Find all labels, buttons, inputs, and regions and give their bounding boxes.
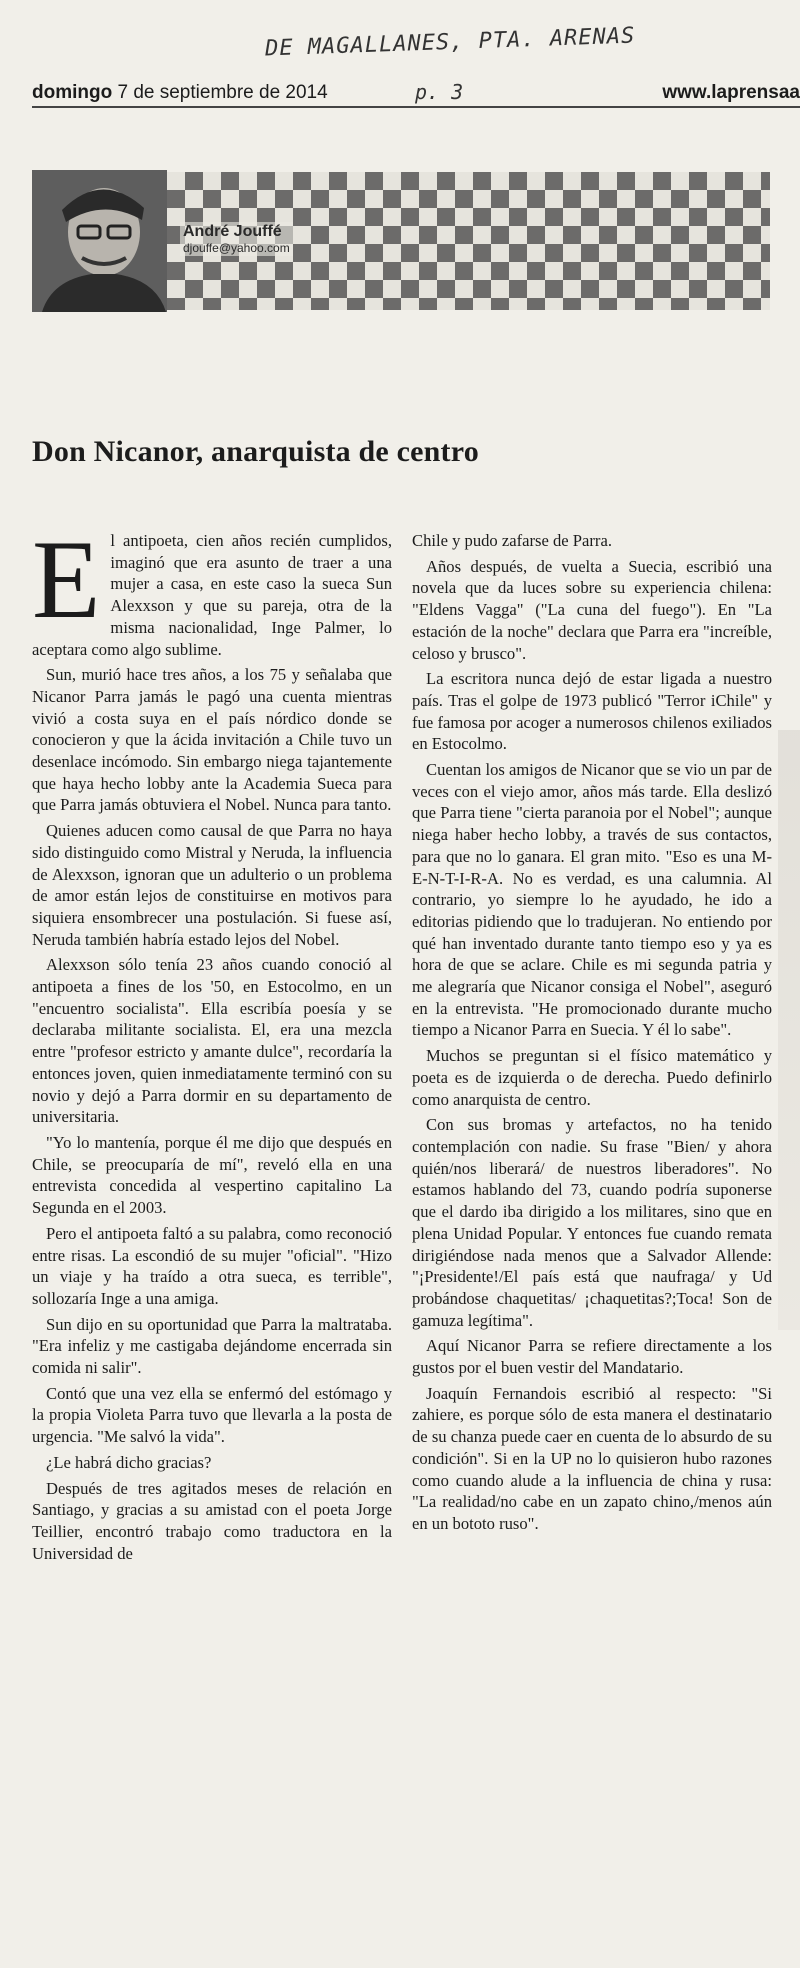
- author-photo: [32, 170, 167, 312]
- article-paragraph: La escritora nunca dejó de estar ligada a nuestro país. Tras el golpe de 1973 publicó "Terror iChile" y fue famosa por acoger a numerosos chilenos exiliados en Estocolmo.: [412, 669, 772, 754]
- article-paragraph: Alexxson sólo tenía 23 años cuando conoció al antipoeta a fines de los '50, en Estocolmo, en un "encuentro socialista". Ella escribía poesía y se declaraba militante socialista. El, era una mezcla entre "profesor estricto y amante dulce", recordaría la entonces joven, quien inmediatamente terminó con su novio y dejó a Parra dormir en su departamento de universitaria.: [32, 955, 392, 1127]
- date-text: 7 de septiembre de 2014: [117, 82, 328, 103]
- author-name: André Jouffé: [183, 223, 282, 240]
- article-column-left: [32, 518, 392, 1568]
- article-paragraph: Sun, murió hace tres años, a los 75 y señalaba que Nicanor Parra jamás le pagó una cuenta mientras vivió a costa suya en el país nórdico donde se conocieron y que la ácida invitación a Chile tuvo un desenlace incómodo. Sin embargo niega tajantemente que haya hecho lobby ante la Academia Sueca para que Parra jamás obtuviera el Nobel. Nunca para tanto.: [32, 665, 392, 815]
- handwritten-page-mark: p. 3: [415, 80, 464, 104]
- author-portrait-image: [32, 170, 167, 312]
- author-byline: [180, 222, 293, 256]
- date-bar: [32, 82, 800, 108]
- drop-cap: E: [32, 518, 101, 642]
- article-paragraph: Años después, de vuelta a Suecia, escribió una novela que da luces sobre su experiencia chilena: "Eldens Vagga" ("La cuna del fuego"). En "La estación de la noche" declara que Parra era "increíble, celoso y brusco".: [412, 556, 772, 663]
- article-paragraph: "Yo lo mantenía, porque él me dijo que después en Chile, se preocuparía de mí", reveló ella en una entrevista concedida al vespertino capitalino La Segunda en el 2003.: [32, 1132, 392, 1218]
- article-paragraph: Joaquín Fernandois escribió al respecto: "Si zahiere, es porque sólo de esta manera el destinatario de su chanza puede caer en cuenta de lo absurdo de su condición". Si en la UP no lo quisieron hubo razones como cuando alude a la influencia de china y rusa: "La realidad/no cabe en un zapato chino,/menos aún en un bototo ruso".: [412, 1383, 772, 1533]
- article-paragraph: Chile y pudo zafarse de Parra.: [412, 531, 612, 550]
- date-weekday: domingo: [32, 82, 113, 103]
- article-paragraph: Quienes aducen como causal de que Parra no haya sido distinguido como Mistral y Neruda, la influencia de Alexxson, ignoran que un adulterio o un problema de amor están lejos de constituirse en motivos para siquiera ensombrecer una postulación. Si fuese así, Neruda también habría estado lejos del Nobel.: [32, 821, 392, 949]
- article-paragraph: Aquí Nicanor Parra se refiere directamente a los gustos por el buen vestir del Mandatario.: [412, 1336, 772, 1378]
- article-paragraph: Contó que una vez ella se enfermó del estómago y la propia Violeta Parra tuvo que llevarla a la posta de urgencia. "Me salvó la vida".: [32, 1383, 392, 1447]
- article-paragraph: Cuentan los amigos de Nicanor que se vio un par de veces con el viejo amor, años más tarde. Ella deslizó que Parra tiene "cierta paranoia por el Nobel"; aunque niega haber hecho lobby, a través de sus contactos, para que no lo ganara. El gran mito. "Eso es una M-E-N-T-I-R-A. No es verdad, es una calumnia. Al contrario, yo siempre lo he ayudado, he ido a editorias pidiendo que lo tradujeran. No entiendo por qué han inventado durante tanto tiempo eso y ya es hora de que se aclare. Chile es mi segunda patria y me alegraría que Nicanor consiga el Nobel", aseguró en la entrevista. "He promocionado durante mucho tiempo a Nicanor Parra en Suecia. Y él lo sabe".: [412, 760, 772, 1040]
- article-paragraph: Pero el antipoeta faltó a su palabra, como reconoció entre risas. La escondió de su mujer "oficial". "Hizo un viaje y ha traído a otra sueca, es terrible", sollozaría Inge a una amiga.: [32, 1223, 392, 1308]
- article-paragraph: Con sus bromas y artefactos, no ha tenido contemplación con nadie. Su frase "Bien/ y ahora quién/nos liberará/ de nuestros liberadores". No estamos hablando del 73, cuando podría suponerse que el dardo iba dirigido a los militares, sino que en plena Unidad Popular. Y entonces fue cuando remata dirigiéndose nada menos que a Salvador Allende: "¡Presidente!/El país está que naufraga/ y Ud probándose chaquetitas/ ¡chaquetitas?;Toca! Son de gamuza legítima".: [412, 1115, 772, 1330]
- article-paragraph: Sun dijo en su oportunidad que Parra la maltrataba. "Era infeliz y me castigaba dejándome encerrada sin comida ni salir".: [32, 1314, 392, 1378]
- article-paragraph: Después de tres agitados meses de relación en Santiago, y gracias a su amistad con el poeta Jorge Teillier, encontró trabajo como traductora en la Universidad de: [32, 1478, 392, 1563]
- site-url: www.laprensaa: [662, 82, 800, 103]
- article-headline: Don Nicanor, anarquista de centro: [32, 435, 479, 468]
- paragraph-text: l antipoeta, cien años recién cumplidos, imaginó que era asunto de traer a una mujer a casa, en este caso la sueca Sun Alexxson y que su pareja, otra de la misma nacionalidad, Inge Palmer, lo aceptara como algo sublime.: [32, 531, 392, 659]
- bleed-through-strip: [778, 730, 800, 1330]
- handwritten-note: DE MAGALLANES, PTA. ARENAS: [264, 23, 636, 62]
- author-email: djouffe@yahoo.com: [183, 241, 290, 255]
- article-paragraph: Muchos se preguntan si el físico matemático y poeta es de izquierda o de derecha. Puedo definirlo como anarquista de centro.: [412, 1046, 772, 1109]
- article-paragraph: ¿Le habrá dicho gracias?: [46, 1452, 212, 1472]
- column-banner: [32, 170, 770, 312]
- article-paragraph: [32, 518, 392, 660]
- article-column-right: [412, 530, 772, 1539]
